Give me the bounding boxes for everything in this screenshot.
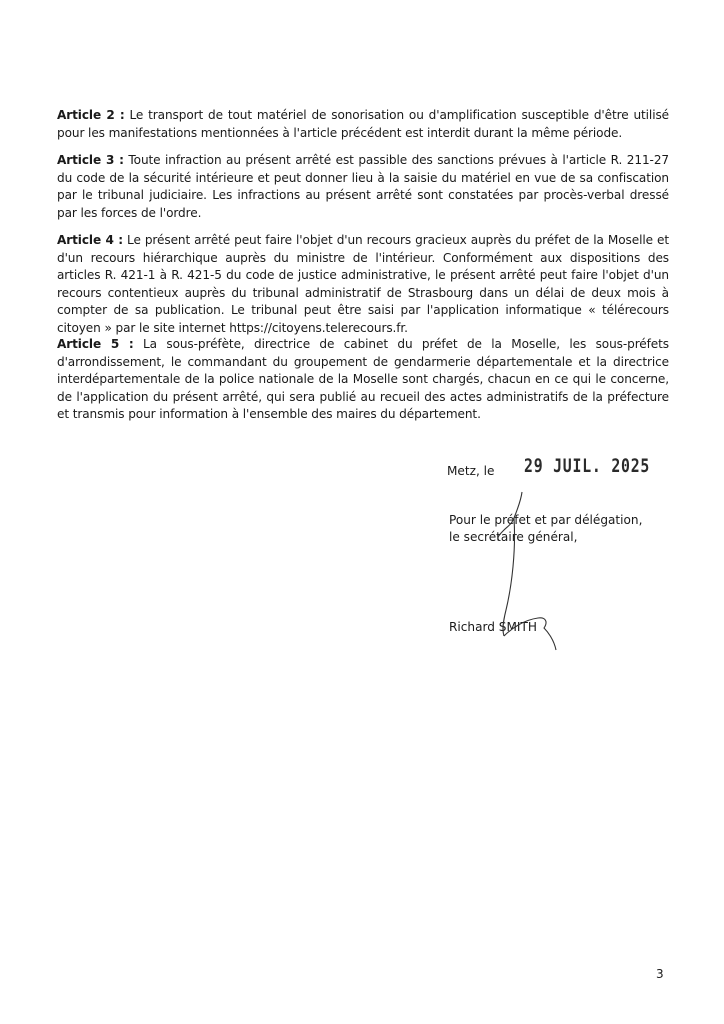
article-3 [57,152,669,222]
handwritten-signature-icon [490,490,580,660]
article-3-label: Article 3 : [57,153,124,167]
delegation-line-2: le secrétaire général, [449,530,578,544]
signature-place: Metz, le [447,464,495,478]
article-3-text: Toute infraction au présent arrêté est passible des sanctions prévues à l'article R. 211-27 du code de la sécurité intérieure et peut donner lieu à la saisie du matériel en vue de sa confiscation par le tribunal judiciaire. Les infractions au présent arrêté sont constatées par procès-verbal dressé par les forces de l'ordre. [57,153,670,220]
article-2 [57,107,669,142]
article-4-text: Le présent arrêté peut faire l'objet d'un recours gracieux auprès du préfet de la Moselle et d'un recours hiérarchique auprès du ministre de l'intérieur. Conformément aux dispositions des articles R. 421-1 à R. 421-5 du code de justice administrative, le présent arrêté peut faire l'objet d'un recours contentieux auprès du tribunal administratif de Strasbourg dans un délai de deux mois à compter de sa publication. Le tribunal peut être saisi par l'application informatique « télérecours citoyen » par le site internet https://citoyens.telerecours.fr. [57,233,669,335]
article-5 [57,336,669,424]
article-2-text: Le transport de tout matériel de sonorisation ou d'amplification susceptible d'être utilisé pour les manifestations mentionnées à l'article précédent est interdit durant la même période. [57,108,669,140]
article-4-label: Article 4 : [57,233,123,247]
article-5-label: Article 5 : [57,337,134,351]
article-4 [57,232,669,338]
signer-name: Richard SMITH [449,620,537,634]
page-number: 3 [656,967,664,981]
date-stamp: 29 JUIL. 2025 [524,455,651,477]
delegation-line-1: Pour le préfet et par délégation, [449,513,643,527]
article-2-label: Article 2 : [57,108,125,122]
article-5-text: La sous-préfète, directrice de cabinet du préfet de la Moselle, les sous-préfets d'arrondissement, le commandant du groupement de gendarmerie départementale et la directrice interdépartementale de la police nationale de la Moselle sont chargés, chacun en ce qui le concerne, de l'application du présent arrêté, qui sera publié au recueil des actes administratifs de la préfecture et transmis pour information à l'ensemble des maires du département. [57,337,669,422]
